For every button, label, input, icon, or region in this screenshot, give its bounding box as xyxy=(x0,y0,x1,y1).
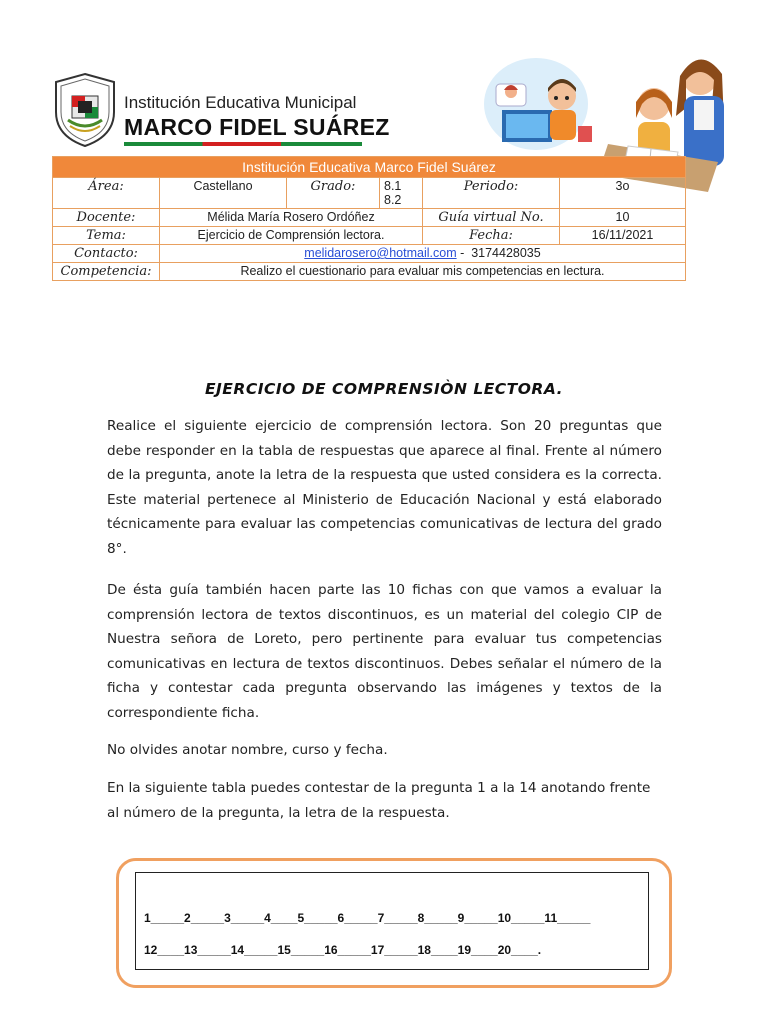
instructions-paragraph-3: No olvides anotar nombre, curso y fecha. xyxy=(107,742,388,758)
flag-color-bar xyxy=(124,142,362,146)
instructions-paragraph-4: En la siguiente tabla puedes contestar de la pregunta 1 a la 14 anotando frente al número de la pregunta, la letra de la respuesta. xyxy=(107,780,651,821)
instructions-paragraph-2: De ésta guía también hacen parte las 10 fichas con que vamos a evaluar la comprensión lectora de textos discontinuos, es un material del colegio CIP de Nuestra señora de Loreto, pero pertinente para evaluar tus competencias comunicativas en lectura de textos discontinuos. Debes señalar el número de la ficha y contestar cada pregunta observando las imágenes y textos de la correspondiente ficha. xyxy=(107,582,662,721)
answer-row-1[interactable]: 1_____2_____3_____4____5_____6_____7_____8_____9_____10_____11_____ xyxy=(144,911,591,925)
contact-email-link[interactable]: melidarosero@hotmail.com xyxy=(304,246,457,260)
institution-crest-logo xyxy=(52,72,118,148)
contacto-label: Contacto: xyxy=(53,245,160,263)
grado-label: Grado: xyxy=(287,178,380,209)
institution-name-line2: MARCO FIDEL SUÁREZ xyxy=(124,114,390,140)
periodo-value: 3o xyxy=(560,178,686,209)
competencia-value: Realizo el cuestionario para evaluar mis competencias en lectura. xyxy=(160,263,686,281)
competencia-label: Competencia: xyxy=(53,263,160,281)
grado-value-1: 8.1 xyxy=(384,179,402,193)
document-title: EJERCICIO DE COMPRENSIÒN LECTORA. xyxy=(204,380,564,398)
tema-value: Ejercicio de Comprensión lectora. xyxy=(160,227,423,245)
institution-name-line1: Institución Educativa Municipal xyxy=(124,93,357,112)
grado-value-2: 8.2 xyxy=(384,193,402,207)
guia-value: 10 xyxy=(560,209,686,227)
fecha-label: Fecha: xyxy=(423,227,560,245)
answer-row-2[interactable]: 12____13_____14_____15_____16_____17_____18____19____20____. xyxy=(144,943,542,957)
docente-label: Docente: xyxy=(53,209,160,227)
periodo-label: Periodo: xyxy=(423,178,560,209)
docente-value: Mélida María Rosero Ordóñez xyxy=(160,209,423,227)
guia-label: Guía virtual No. xyxy=(423,209,560,227)
contacto-value xyxy=(160,245,686,263)
fecha-value: 16/11/2021 xyxy=(560,227,686,245)
tema-label: Tema: xyxy=(53,227,160,245)
contact-phone: - 3174428035 xyxy=(456,246,541,260)
area-value: Castellano xyxy=(160,178,287,209)
table-title: Institución Educativa Marco Fidel Suárez xyxy=(53,157,686,178)
area-label: Área: xyxy=(53,178,160,209)
grado-value xyxy=(380,178,423,209)
course-info-table xyxy=(52,156,686,281)
instructions-paragraph-1: Realice el siguiente ejercicio de comprensión lectora. Son 20 preguntas que debe responder en la tabla de respuestas que aparece al final. Frente al número de la pregunta, anote la letra de la respuesta que usted considera es la correcta. Este material pertenece al Ministerio de Educación Nacional y está elaborado técnicamente para evaluar las competencias comunicativas de lectura del grado 8°. xyxy=(107,418,662,557)
